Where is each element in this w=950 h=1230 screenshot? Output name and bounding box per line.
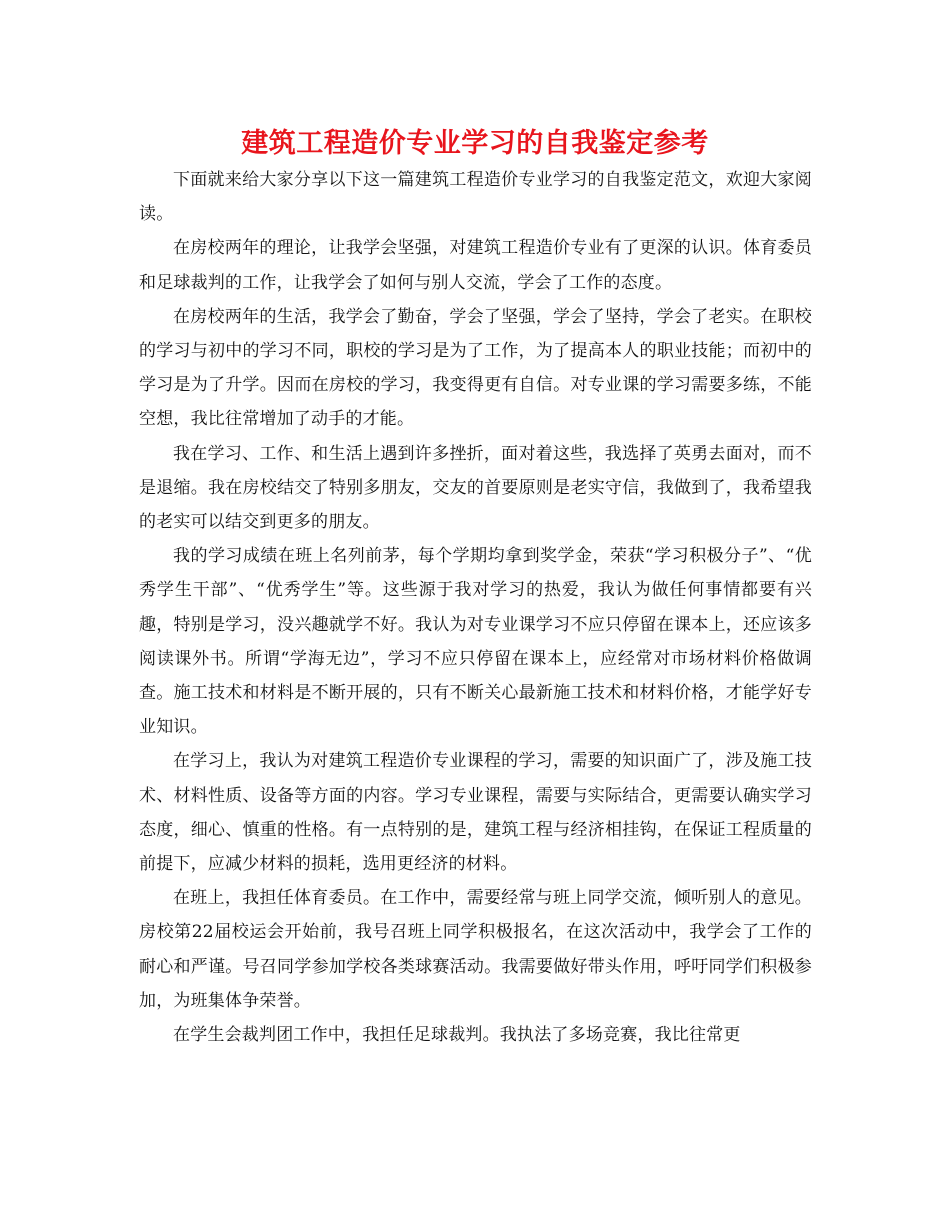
document-body	[139, 163, 812, 1052]
document-title: 建筑工程造价专业学习的自我鉴定参考	[241, 128, 709, 159]
paragraph-7: 在班上，我担任体育委员。在工作中，需要经常与班上同学交流，倾听别人的意见。房校第22届校运会开始前，我号召班上同学积极报名，在这次活动中，我学会了工作的耐心和严谨。号召同学参加学校各类球赛活动。我需要做好带头作用，呼吁同学们积极参加，为班集体争荣誉。	[139, 888, 812, 1011]
paragraph-1: 下面就来给大家分享以下这一篇建筑工程造价专业学习的自我鉴定范文，欢迎大家阅读。	[139, 170, 812, 225]
paragraph-8: 在学生会裁判团工作中，我担任足球裁判。我执法了多场竞赛，我比往常更	[173, 1025, 741, 1046]
paragraph-4: 我在学习、工作、和生活上遇到许多挫折，面对着这些，我选择了英勇去面对，而不是退缩。我在房校结交了特别多朋友，交友的首要原则是老实守信，我做到了，我希望我的老实可以结交到更多的朋友。	[139, 443, 812, 533]
paragraph-5: 我的学习成绩在班上名列前茅，每个学期均拿到奖学金，荣获“学习积极分子”、“优秀学生干部”、“优秀学生”等。这些源于我对学习的热爱，我认为做任何事情都要有兴趣，特别是学习，没兴趣就学不好。我认为对专业课学习不应只停留在课本上，还应该多阅读课外书。所谓“学海无边”，学习不应只停留在课本上，应经常对市场材料价格做调查。施工技术和材料是不断开展的，只有不断关心最新施工技术和材料价格，才能学好专业知识。	[139, 546, 812, 738]
paragraph-6: 在学习上，我认为对建筑工程造价专业课程的学习，需要的知识面广了，涉及施工技术、材料性质、设备等方面的内容。学习专业课程，需要与实际结合，更需要认确实学习态度，细心、慎重的性格。有一点特别的是，建筑工程与经济相挂钩，在保证工程质量的前提下，应减少材料的损耗，选用更经济的材料。	[139, 751, 812, 875]
paragraph-3: 在房校两年的生活，我学会了勤奋，学会了坚强，学会了坚持，学会了老实。在职校的学习与初中的学习不同，职校的学习是为了工作，为了提高本人的职业技能；而初中的学习是为了升学。因而在房校的学习，我变得更有自信。对专业课的学习需要多练，不能空想，我比往常增加了动手的才能。	[139, 306, 812, 430]
paragraph-2: 在房校两年的理论，让我学会坚强，对建筑工程造价专业有了更深的认识。体育委员和足球裁判的工作，让我学会了如何与别人交流，学会了工作的态度。	[139, 238, 812, 293]
